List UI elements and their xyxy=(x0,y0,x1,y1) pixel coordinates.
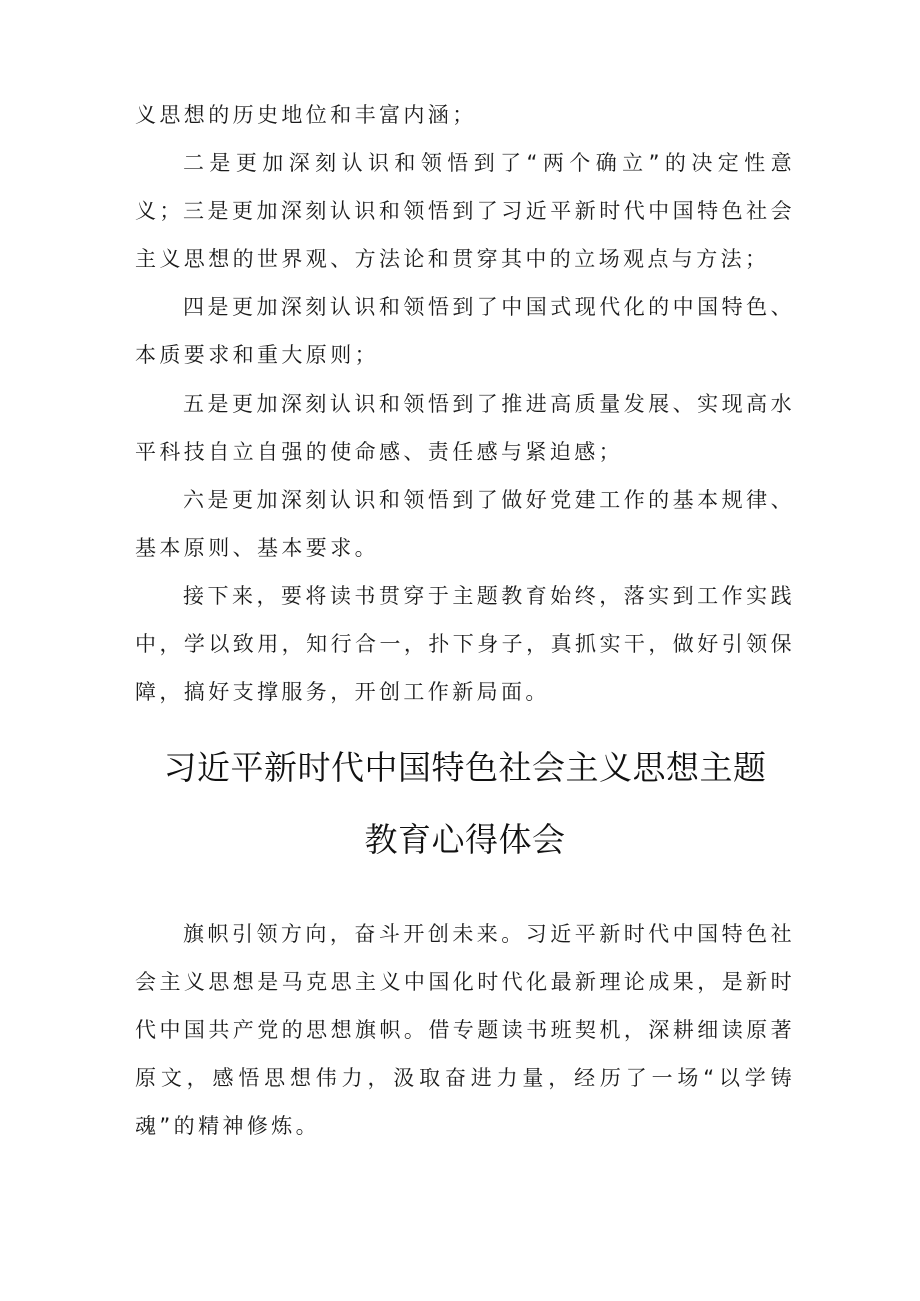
paragraph-point-three: 三是更加深刻认识和领悟到了习近平新时代中国特色社会主义思想的世界观、方法论和贯穿其中的立场观点与方法； xyxy=(135,199,795,271)
paragraph-point-two: 二是更加深刻认识和领悟到了“两个确立”的决定性意义； xyxy=(135,151,795,223)
paragraph-continuation: 义思想的历史地位和丰富内涵； xyxy=(135,103,477,127)
article-title-line-2: 教育心得体会 xyxy=(364,820,566,859)
paragraph-point-four: 四是更加深刻认识和领悟到了中国式现代化的中国特色、本质要求和重大原则； xyxy=(135,295,795,367)
paragraph-point-six: 六是更加深刻认识和领悟到了做好党建工作的基本规律、基本原则、基本要求。 xyxy=(135,488,795,560)
article-title-line-1: 习近平新时代中国特色社会主义思想主题 xyxy=(163,748,767,787)
paragraph-intro: 旗帜引领方向，奋斗开创未来。习近平新时代中国特色社会主义思想是马克思主义中国化时代化最新理论成果，是新时代中国共产党的思想旗帜。借专题读书班契机，深耕细读原著原文，感悟思想伟力，汲取奋进力量，经历了一场“以学铸魂”的精神修炼。 xyxy=(135,922,795,1138)
paragraph-conclusion: 接下来，要将读书贯穿于主题教育始终，落实到工作实践中，学以致用，知行合一，扑下身子，真抓实干，做好引领保障，搞好支撑服务，开创工作新局面。 xyxy=(135,584,795,704)
paragraph-point-five: 五是更加深刻认识和领悟到了推进高质量发展、实现高水平科技自立自强的使命感、责任感与紧迫感； xyxy=(135,392,795,464)
